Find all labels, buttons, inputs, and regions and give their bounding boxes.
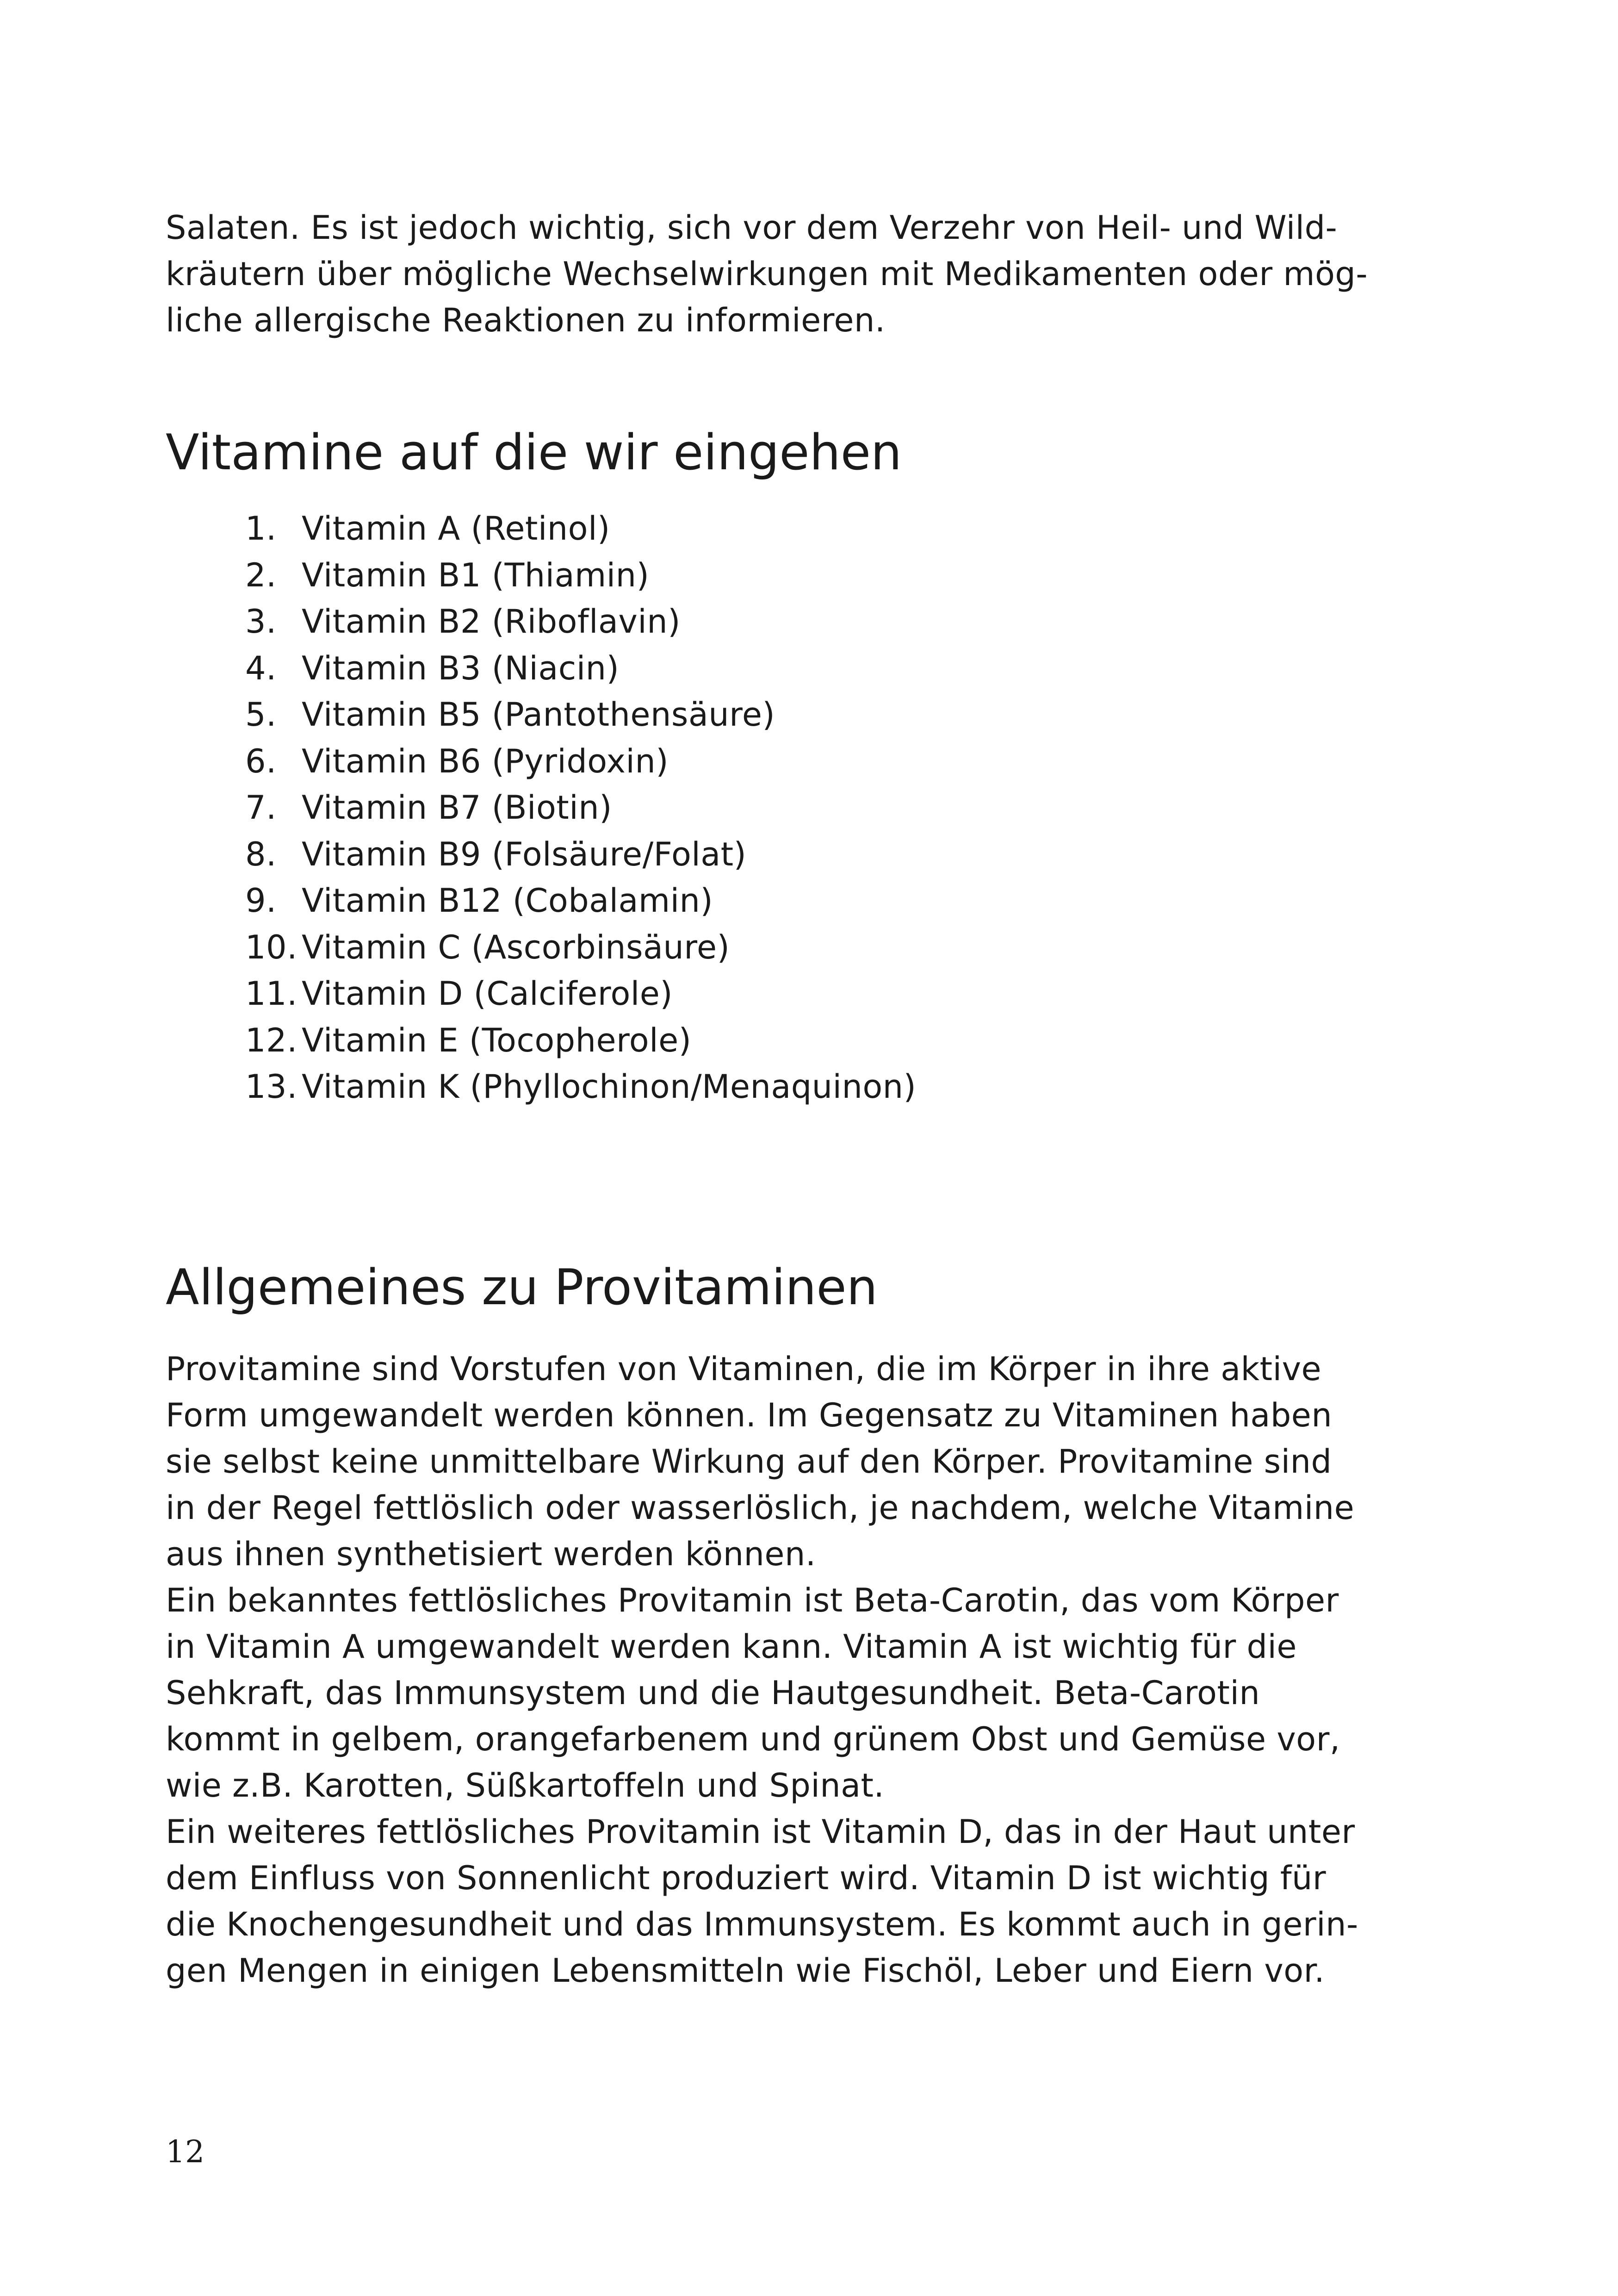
body-line: sie selbst keine unmittelbare Wirkung auf den Körper. Provitamine sind	[166, 1443, 1332, 1481]
list-item	[245, 645, 916, 692]
intro-line: kräutern über mögliche Wechselwirkungen mit Medikamenten oder mög-	[166, 255, 1368, 293]
list-item-number: 8.	[245, 835, 277, 873]
list-item-number: 7.	[245, 789, 277, 827]
page-number: 12	[166, 2134, 205, 2170]
list-item-label: Vitamin B12 (Cobalamin)	[302, 882, 713, 920]
list-item-label: Vitamin B9 (Folsäure/Folat)	[302, 835, 747, 873]
list-item	[245, 598, 916, 645]
list-item-number: 10.	[245, 928, 298, 966]
list-item-number: 11.	[245, 975, 298, 1013]
list-item-label: Vitamin B1 (Thiamin)	[302, 556, 650, 594]
body-line: Form umgewandelt werden können. Im Gegensatz zu Vitaminen haben	[166, 1396, 1333, 1434]
list-item	[245, 1064, 916, 1110]
list-item-label: Vitamin B5 (Pantothensäure)	[302, 696, 775, 734]
list-item	[245, 505, 916, 552]
provitamins-paragraph	[166, 1346, 1452, 1994]
list-item-label: Vitamin B3 (Niacin)	[302, 649, 620, 687]
list-item-number: 5.	[245, 696, 277, 734]
list-item-label: Vitamin B7 (Biotin)	[302, 789, 612, 827]
body-line: in der Regel fettlöslich oder wasserlöslich, je nachdem, welche Vitamine	[166, 1489, 1355, 1527]
list-item	[245, 877, 916, 924]
list-item	[245, 738, 916, 785]
body-line: Provitamine sind Vorstufen von Vitaminen, die im Körper in ihre aktive	[166, 1350, 1322, 1388]
intro-line: Salaten. Es ist jedoch wichtig, sich vor dem Verzehr von Heil- und Wild-	[166, 209, 1338, 247]
list-item	[245, 552, 916, 599]
intro-paragraph	[166, 205, 1452, 343]
list-item	[245, 1017, 916, 1064]
body-line: Ein weiteres fettlösliches Provitamin ist Vitamin D, das in der Haut unter	[166, 1813, 1355, 1851]
list-item-number: 12.	[245, 1021, 298, 1059]
list-item	[245, 971, 916, 1017]
intro-line: liche allergische Reaktionen zu informieren.	[166, 301, 886, 339]
list-item-number: 2.	[245, 556, 277, 594]
body-line: wie z.B. Karotten, Süßkartoffeln und Spinat.	[166, 1767, 885, 1804]
list-item-label: Vitamin B6 (Pyridoxin)	[302, 742, 669, 780]
list-item-label: Vitamin B2 (Riboflavin)	[302, 603, 681, 641]
body-line: kommt in gelbem, orangefarbenem und grünem Obst und Gemüse vor,	[166, 1720, 1340, 1758]
body-line: Ein bekanntes fettlösliches Provitamin ist Beta-Carotin, das vom Körper	[166, 1581, 1339, 1619]
list-item	[245, 691, 916, 738]
body-line: aus ihnen synthetisiert werden können.	[166, 1535, 816, 1573]
list-item-label: Vitamin E (Tocopherole)	[302, 1021, 692, 1059]
vitamins-heading: Vitamine auf die wir eingehen	[166, 424, 902, 481]
list-item-number: 4.	[245, 649, 277, 687]
list-item-label: Vitamin A (Retinol)	[302, 510, 610, 548]
body-line: Sehkraft, das Immunsystem und die Hautgesundheit. Beta-Carotin	[166, 1674, 1260, 1712]
body-line: dem Einfluss von Sonnenlicht produziert wird. Vitamin D ist wichtig für	[166, 1859, 1327, 1897]
list-item-number: 3.	[245, 603, 277, 641]
list-item	[245, 924, 916, 971]
provitamins-heading: Allgemeines zu Provitaminen	[166, 1259, 878, 1316]
list-item-number: 9.	[245, 882, 277, 920]
vitamin-list	[245, 505, 916, 1110]
list-item-number: 6.	[245, 742, 277, 780]
body-line: in Vitamin A umgewandelt werden kann. Vitamin A ist wichtig für die	[166, 1628, 1297, 1666]
list-item-number: 13.	[245, 1068, 298, 1106]
list-item-number: 1.	[245, 510, 277, 548]
list-item	[245, 784, 916, 831]
list-item	[245, 831, 916, 878]
list-item-label: Vitamin K (Phyllochinon/Menaquinon)	[302, 1068, 917, 1106]
list-item-label: Vitamin D (Calciferole)	[302, 975, 673, 1013]
body-line: gen Mengen in einigen Lebensmitteln wie Fischöl, Leber und Eiern vor.	[166, 1952, 1325, 1990]
body-line: die Knochengesundheit und das Immunsystem. Es kommt auch in gerin-	[166, 1905, 1358, 1943]
list-item-label: Vitamin C (Ascorbinsäure)	[302, 928, 730, 966]
